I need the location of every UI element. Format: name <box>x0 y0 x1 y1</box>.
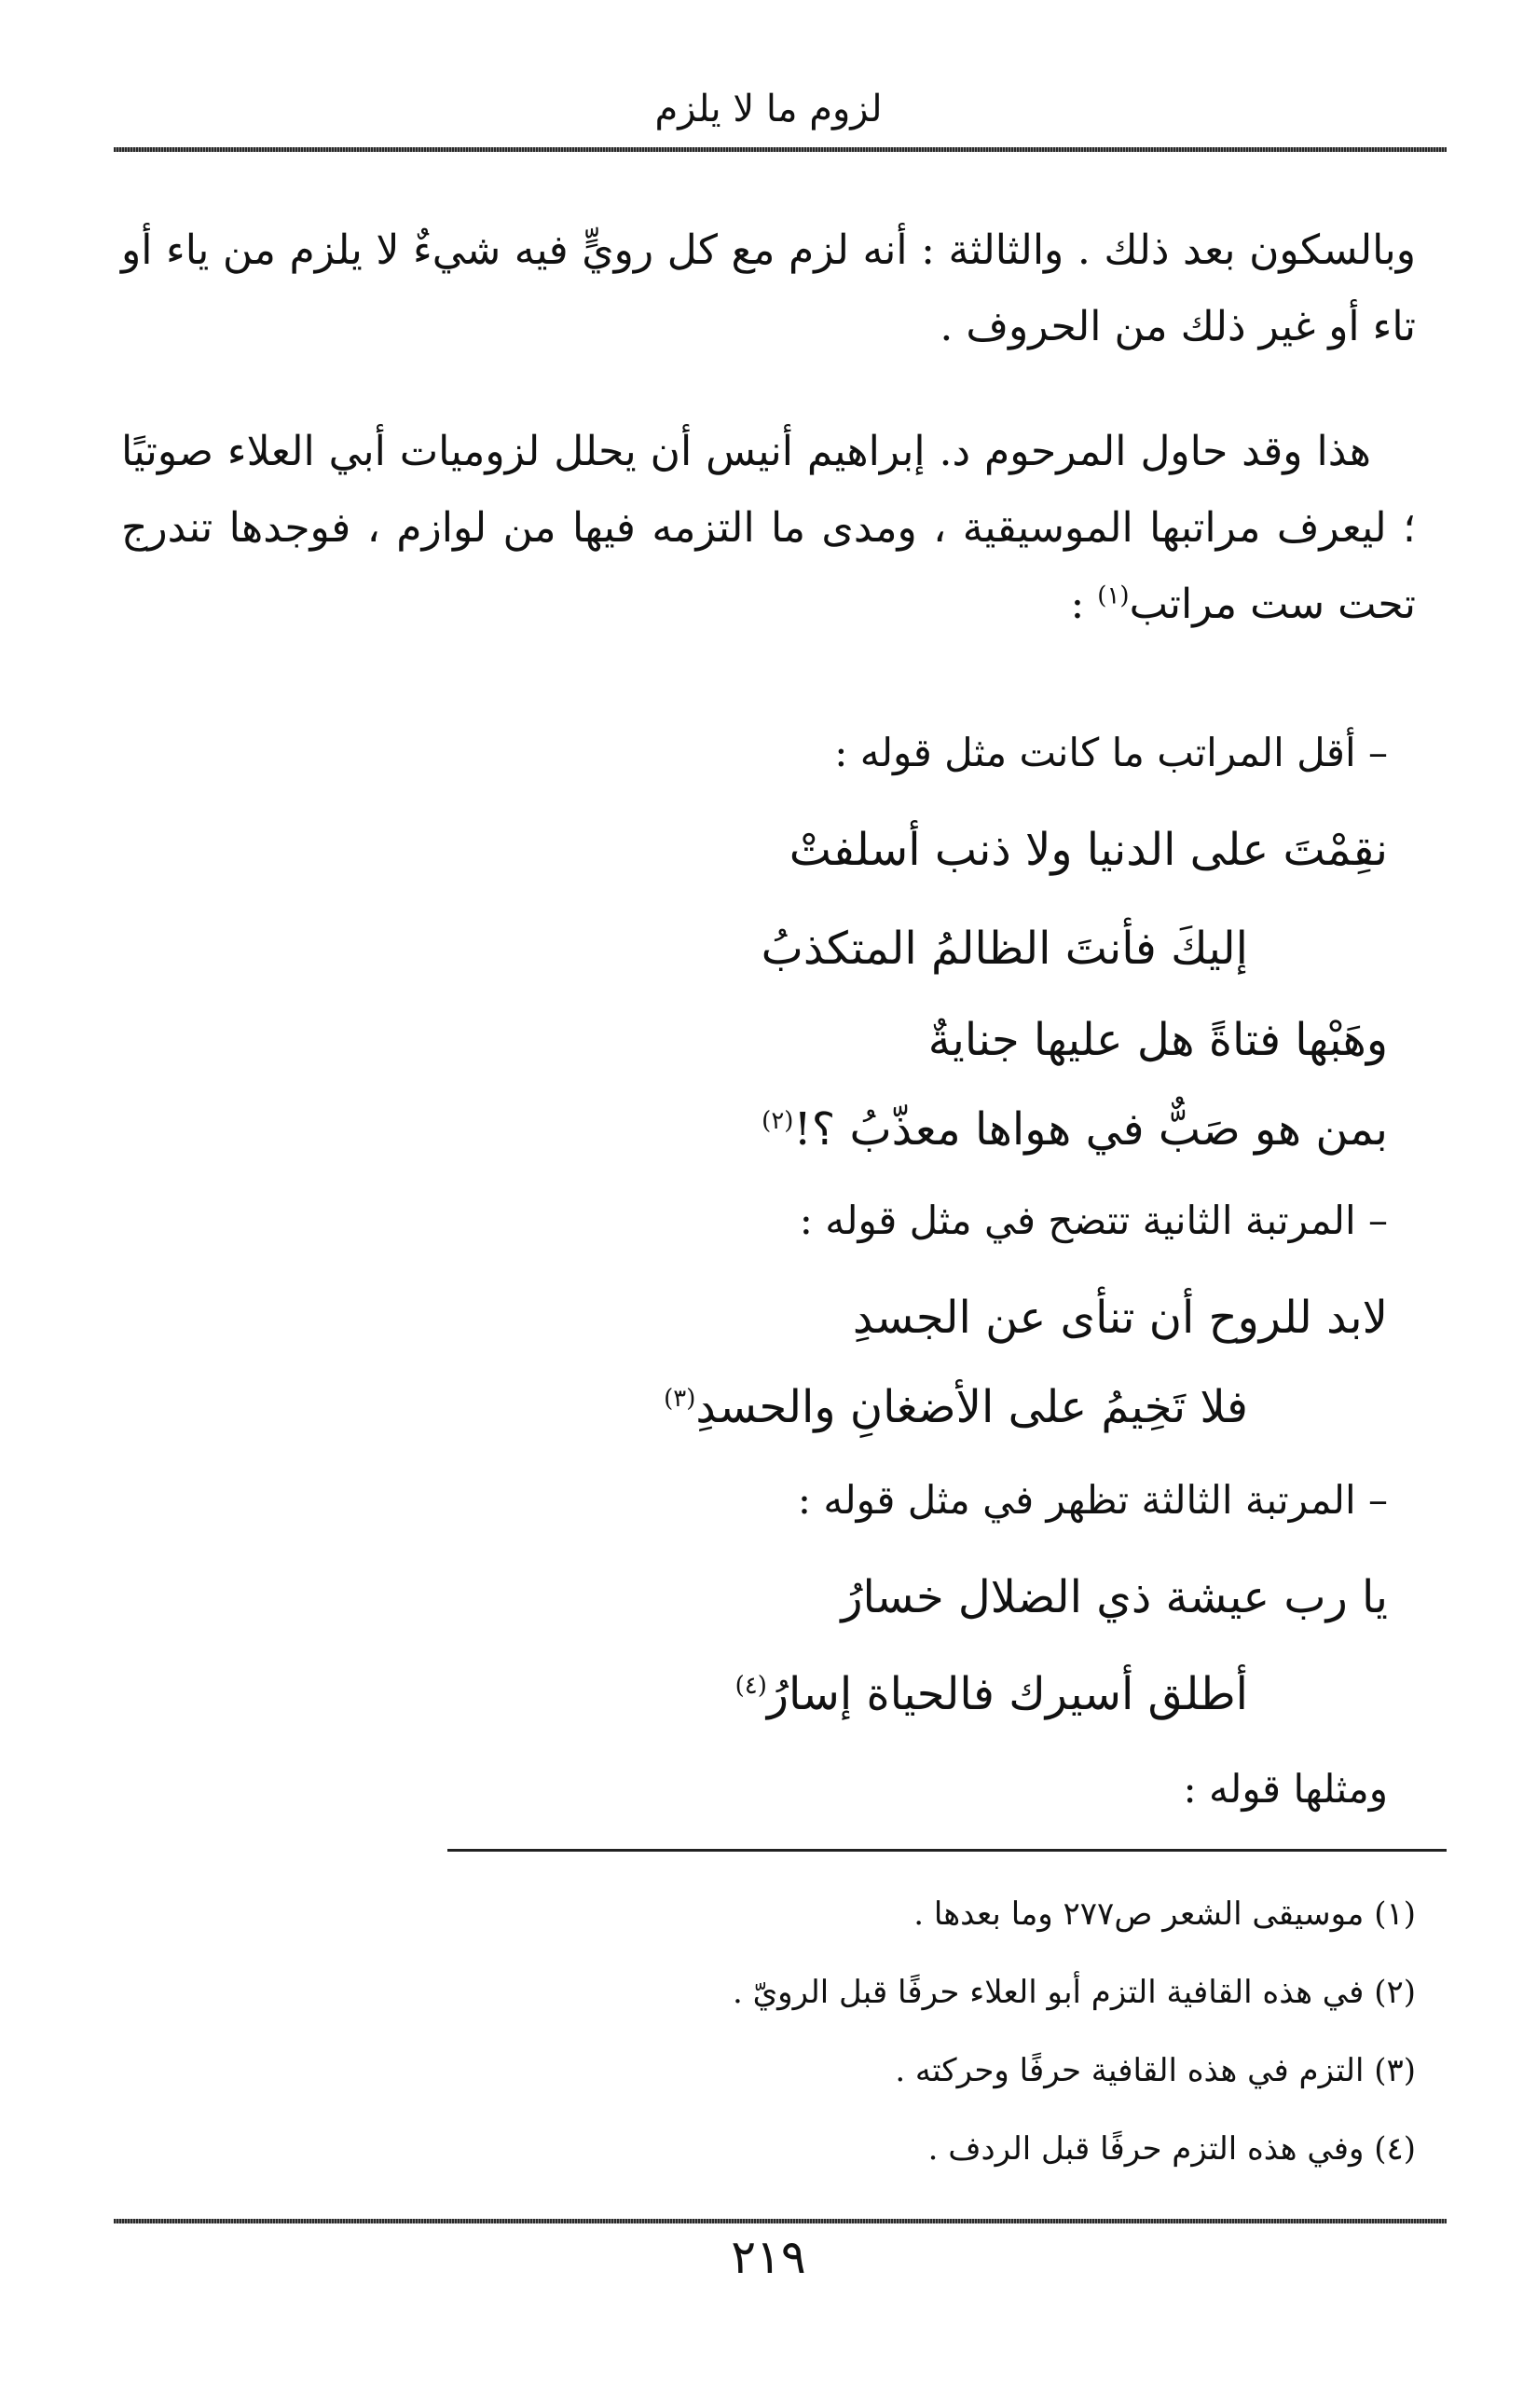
rank-1-verse-4-line <box>762 1100 1388 1159</box>
rank-2-verse-1: لابد للروح أن تنأى عن الجسدِ <box>852 1292 1388 1344</box>
footnote-3: (٣) التزم في هذه القافية حرفًا وحركته . <box>895 2052 1416 2089</box>
rank-3-verse-2: أطلق أسيرك فالحياة إسارُ <box>766 1668 1248 1720</box>
footnote-ref-1: (١) <box>1097 581 1130 610</box>
footnote-ref-4: (٤) <box>734 1672 767 1700</box>
rank-1-verse-3: وهَبْها فتاةً هل عليها جنايةٌ <box>927 1014 1388 1066</box>
rank-1-verse-1: نقِمْتَ على الدنيا ولا ذنب أسلفتْ <box>789 824 1388 876</box>
rank-1-verse-4: بمن هو صَبٌّ في هواها معذّبُ ؟! <box>793 1103 1388 1156</box>
footnote-4: (٤) وفي هذه التزم حرفًا قبل الردف . <box>927 2130 1416 2168</box>
closing-line: ومثلها قوله : <box>1183 1766 1388 1812</box>
footer-rule <box>114 2219 1447 2223</box>
rank-3-verse-1: يا رب عيشة ذي الضلال خسارُ <box>841 1571 1388 1623</box>
footnote-separator <box>447 1849 1447 1852</box>
paragraph-1: وبالسكون بعد ذلك . والثالثة : أنه لزم مع كل رويٍّ فيه شيءٌ لا يلزم من ياء أو تاء أو غير ذلك من الحروف . <box>121 226 1416 350</box>
rank-2-verse-2-line <box>664 1377 1248 1437</box>
footnote-ref-3: (٣) <box>664 1385 696 1413</box>
rank-3-label: – المرتبة الثالثة تظهر في مثل قوله : <box>797 1477 1388 1523</box>
running-title: لزوم ما لا يلزم <box>654 88 883 130</box>
footnote-1: (١) موسيقى الشعر ص٢٧٧ وما بعدها . <box>913 1895 1416 1933</box>
rank-1-label: – أقل المراتب ما كانت مثل قوله : <box>834 730 1388 775</box>
page-number: ٢١٩ <box>731 2230 806 2284</box>
paragraph-2-text: هذا وقد حاول المرحوم د. إبراهيم أنيس أن يحلل لزوميات أبي العلاء صوتيًا ؛ ليعرف مراتبها الموسيقية ، ومدى ما التزمه فيها من لوازم ، فوجدها تندرج تحت ست مراتب <box>121 428 1416 628</box>
rank-2-label: – المرتبة الثانية تتضح في مثل قوله : <box>799 1197 1388 1243</box>
paragraph-2-block <box>121 414 1416 643</box>
footnote-ref-2: (٢) <box>762 1107 794 1135</box>
rank-2-verse-2: فلا تَخِيمُ على الأضغانِ والحسدِ <box>695 1381 1248 1433</box>
rank-3-verse-2-line <box>735 1664 1248 1724</box>
rank-1-verse-2: إليكَ فأنتَ الظالمُ المتكذبُ <box>761 923 1248 975</box>
paragraph-2-tail: : <box>1070 581 1098 628</box>
header-rule <box>114 147 1447 152</box>
paragraph-1-block <box>121 212 1416 365</box>
footnote-2: (٢) في هذه القافية التزم أبو العلاء حرفًا قبل الرويّ . <box>732 1974 1416 2011</box>
paragraph-2 <box>121 414 1416 643</box>
